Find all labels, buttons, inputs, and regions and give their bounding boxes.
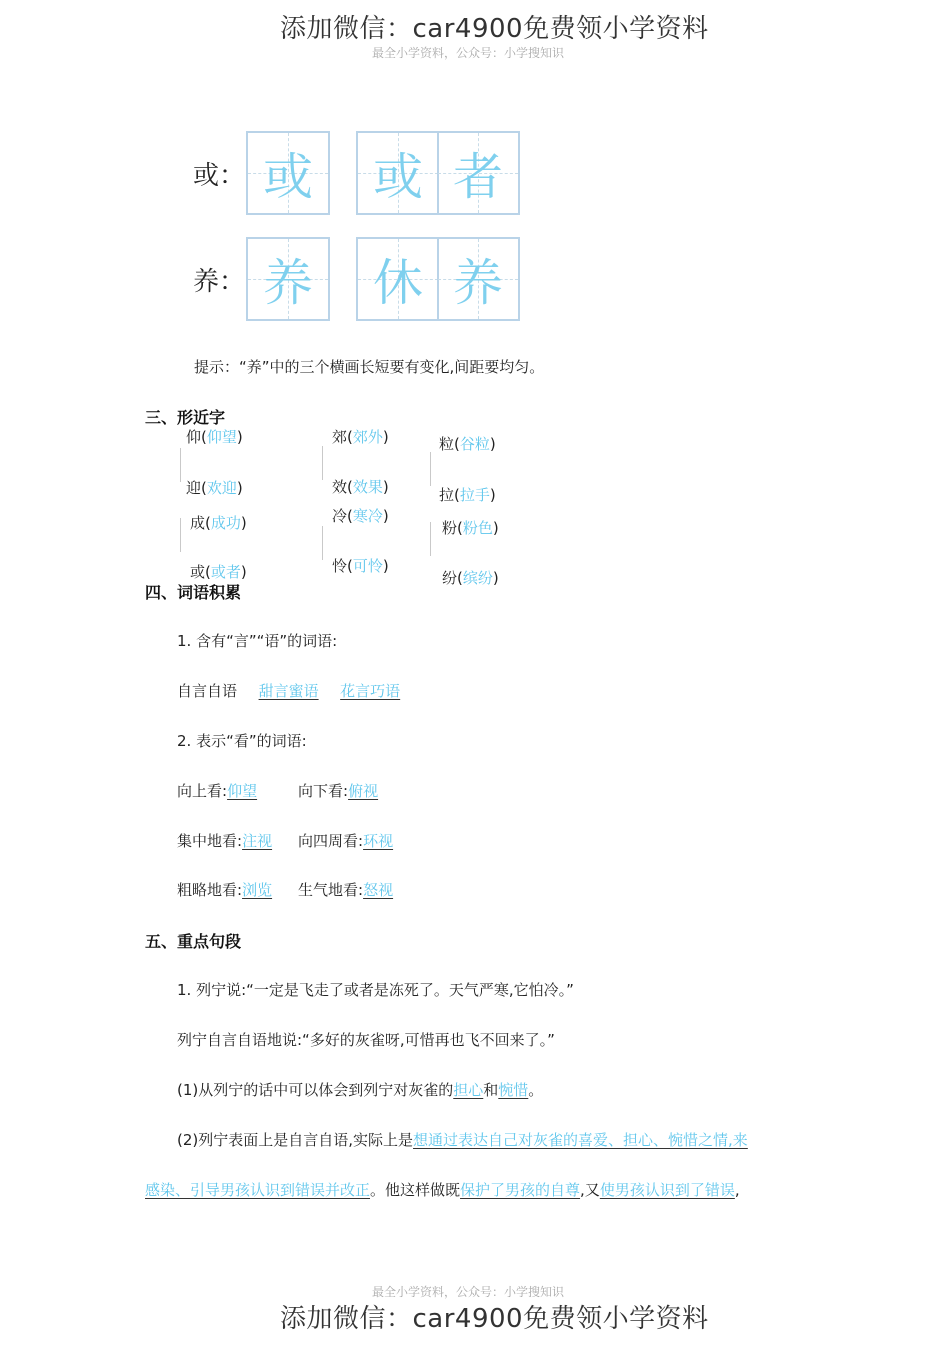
sec4-title: 四、词语积累 — [145, 583, 242, 602]
brace-2 — [180, 518, 190, 552]
row2-pair-cell-1: 休 — [358, 239, 438, 319]
row1-single-grid — [246, 131, 330, 215]
sec5-q1: (1)从列宁的话中可以体会到列宁对灰雀的担心和惋惜。 — [177, 1081, 544, 1099]
pair-item: 郊(郊外) — [332, 428, 389, 446]
pair-item: 迎(欢迎) — [186, 479, 243, 497]
pair-item: 仰(仰望) — [186, 428, 243, 446]
pair-item: 或(或者) — [190, 563, 247, 581]
sec3-title: 三、形近字 — [145, 408, 226, 427]
brace-5 — [430, 452, 440, 486]
look-item: 生气地看:怒视 — [298, 881, 394, 899]
row2-pair-grid — [356, 237, 520, 321]
sec4-q1: 1. 含有“言”“语”的词语: — [177, 632, 338, 650]
sec4-q1-answer-1: 甜言蜜语 — [258, 682, 319, 700]
row2-single-grid — [246, 237, 330, 321]
sec5-q2-line1: (2)列宁表面上是自言自语,实际上是想通过表达自己对灰雀的喜爱、担心、惋惜之情,来 — [177, 1131, 748, 1149]
row1-pair-grid — [356, 131, 520, 215]
header-banner: 添加微信：car4900免费领小学资料 — [280, 14, 709, 44]
row1-pair-cell-1: 或 — [358, 133, 438, 213]
row2-label: 养： — [193, 267, 246, 297]
sec4-q1-line — [177, 680, 400, 701]
row1-pair-cell-2: 者 — [438, 133, 518, 213]
pair-item: 纷(缤纷) — [442, 569, 499, 587]
pair-item: 粒(谷粒) — [439, 435, 496, 453]
pair-item: 冷(寒冷) — [332, 507, 389, 525]
brace-3 — [322, 446, 332, 480]
row1-label: 或： — [193, 161, 246, 191]
writing-tip: 提示：“养”中的三个横画长短要有变化,间距要均匀。 — [194, 358, 545, 376]
look-item: 向下看:俯视 — [298, 782, 379, 800]
header-faint-note: 最全小学资料，公众号：小学搜知识 — [372, 46, 565, 60]
brace-4 — [322, 526, 332, 560]
sec4-q1-answer-2: 花言巧语 — [340, 682, 401, 700]
sec5-q2-line2: 感染、引导男孩认识到错误并改正。他这样做既保护了男孩的自尊,又使男孩认识到了错误, — [145, 1181, 740, 1199]
sec4-q2: 2. 表示“看”的词语: — [177, 732, 307, 750]
look-item: 粗略地看:浏览 — [177, 881, 273, 899]
footer-banner: 添加微信：car4900免费领小学资料 — [280, 1304, 709, 1334]
look-item: 向上看:仰望 — [177, 782, 258, 800]
brace-6 — [430, 522, 440, 556]
sec5-title: 五、重点句段 — [145, 932, 242, 951]
pair-item: 拉(拉手) — [439, 486, 496, 504]
look-item: 集中地看:注视 — [177, 832, 273, 850]
look-item: 向四周看:环视 — [298, 832, 394, 850]
pair-item: 粉(粉色) — [442, 519, 499, 537]
pair-item: 怜(可怜) — [332, 557, 389, 575]
sec5-sentence-2: 列宁自言自语地说:“多好的灰雀呀,可惜再也飞不回来了。” — [177, 1031, 555, 1049]
row1-single-cell: 或 — [248, 133, 328, 213]
row2-single-cell: 养 — [248, 239, 328, 319]
sec4-q1-given: 自言自语 — [177, 682, 238, 700]
pair-item: 成(成功) — [190, 514, 247, 532]
row2-pair-cell-2: 养 — [438, 239, 518, 319]
sec5-sentence-1: 1. 列宁说:“一定是飞走了或者是冻死了。天气严寒,它怕冷。” — [177, 981, 574, 999]
pair-item: 效(效果) — [332, 478, 389, 496]
footer-faint-note: 最全小学资料，公众号：小学搜知识 — [372, 1285, 565, 1299]
